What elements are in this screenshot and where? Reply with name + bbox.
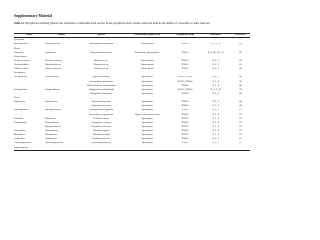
cell-organ: Gametophyte (140, 59, 154, 62)
cell-reference (231, 146, 250, 151)
cell-organ: Sporophyte (141, 100, 153, 104)
cell-reference: [2] (239, 50, 242, 54)
cell-subcluster: X, L, F (212, 83, 220, 87)
cell-organ: Sporophyte (141, 83, 153, 87)
cell-reference: [7] (239, 125, 242, 128)
cell-order: Osmundales (14, 129, 27, 132)
cell-organ: Sporophyte (141, 133, 153, 137)
cell-species: Marattia fraxinea (92, 133, 110, 137)
table-row (14, 146, 250, 151)
cell-order: Funariales (14, 50, 25, 54)
cell-subcluster: X, L, F (212, 141, 220, 145)
cell-organ: Gametophyte (140, 67, 154, 71)
cell-species: Anthoceros sp. (94, 67, 109, 71)
cell-organ: Sporophyte (141, 108, 153, 112)
cell-order: Cyatheales (14, 137, 25, 141)
cell-family: Anthocerotaceae (44, 67, 62, 71)
cell-family: Cyatheaceae (44, 137, 57, 141)
cell-reference: [6] (239, 104, 242, 108)
cell-motif: XXGG (181, 63, 189, 66)
cell-reference: [4] (239, 92, 242, 95)
cell-reference: [4] (239, 79, 242, 83)
table-body (14, 38, 250, 150)
cell-family: Ophioglossaceae (44, 108, 62, 112)
column-header-subcluster: Subcluster (200, 34, 231, 38)
cell-species: Polypodium vulgare (91, 120, 112, 124)
cell-reference: [3] (239, 63, 242, 66)
cell-motif: XXXG (181, 120, 189, 124)
cell-reference: [7] (239, 137, 242, 141)
cell-reference: [4] (239, 83, 242, 87)
cell-motif: XXGG (181, 50, 189, 54)
cell-subcluster: X, L, F (212, 125, 220, 128)
cell-reference: [5] (239, 87, 242, 91)
cell-species: Marchantia polymorpha (89, 42, 114, 46)
cell-organ: Gametophyte (140, 63, 154, 66)
table-caption-text: Xylogluvan branching patterns and subclusters of individual plant species. In the xylogluvan motif column, subscripts indicate the number of consecutive G units observed. (25, 22, 211, 25)
cell-organ (125, 146, 170, 151)
cell-reference: [1] (239, 42, 242, 46)
cell-order: Equisetales (14, 100, 26, 104)
cell-family: Osmundaceae (44, 129, 59, 132)
cell-subcluster: X, L, F (212, 104, 220, 108)
cell-reference: [7] (239, 108, 242, 112)
cell-reference: [3] (239, 59, 242, 62)
cell-subcluster: X, L, F, M (210, 87, 221, 91)
cell-motif: XXGG, XXXG (177, 87, 193, 91)
cell-order: Lycopsida (14, 38, 25, 42)
cell-organ: Protonema, gametophore (135, 50, 160, 54)
cell-motif: XXGG (181, 67, 189, 71)
cell-reference: [7] (239, 120, 242, 124)
cell-subcluster: X, L, F (212, 63, 220, 66)
cell-motif: XXXG (181, 129, 189, 132)
species-table (14, 33, 250, 151)
cell-motif: XXXG (181, 112, 189, 116)
cell-reference: [6] (239, 100, 242, 104)
cell-order: Gymnosperms (14, 146, 45, 151)
cell-order: Lycopodiales (14, 75, 27, 79)
cell-organ: Sporophyte (141, 87, 153, 91)
cell-reference: [7] (239, 133, 242, 137)
cell-species: Diphasiastrum complanatum (87, 83, 116, 87)
cell-order: Marchantiales (14, 42, 28, 46)
cell-subcluster: X, L, F (212, 120, 220, 124)
table-caption-label: Table S1. (14, 22, 25, 25)
cell-order: Ophioglossales (14, 108, 29, 112)
cell-family: Notothyladaceae (44, 63, 62, 66)
cell-subcluster: X, L, F, G (210, 42, 221, 46)
cell-motif: XXGG, XXXG (177, 75, 193, 79)
cell-subcluster: X, L, M, N, F, G (207, 50, 224, 54)
cell-subcluster: X, L, F (212, 116, 220, 120)
cell-species: Physcomitrella patens (90, 50, 113, 54)
cell-family: Polypodiaceae (44, 120, 59, 124)
cell-organ: Gametophyte (140, 42, 154, 46)
cell-organ: Sporophyte (141, 116, 153, 120)
cell-species: Lycopodium annotinum (89, 79, 113, 83)
document-heading: Supplementary Material (14, 14, 52, 18)
cell-order: Anthocerotales (14, 67, 29, 71)
cell-order: Psilotales (14, 116, 24, 120)
cell-species: Botrychium virginianum (89, 112, 114, 116)
cell-species: Hymenophyllum sp. (91, 141, 111, 145)
cell-species: Dryopteris filix-mas (91, 125, 112, 128)
cell-motif: XXXG (181, 100, 189, 104)
cell-family: Hymenophyllaceae (44, 141, 64, 145)
column-header-organ: Generation/Organ/Tissue (125, 34, 170, 38)
cell-family: Equisetaceae (44, 100, 58, 104)
cell-family (45, 146, 78, 151)
column-header-species: Species (78, 34, 125, 38)
cell-subcluster: X, L, F (212, 108, 220, 112)
cell-subcluster: X, L, F (212, 67, 220, 71)
cell-subcluster: X, L, F (212, 59, 220, 62)
cell-family: Dryopteridaceae (44, 125, 61, 128)
cell-subcluster (200, 146, 231, 151)
cell-family: Dendrocerotaceae (44, 59, 63, 62)
cell-order: Dendrocerotales (14, 59, 30, 62)
table-caption (14, 22, 250, 25)
cell-reference: [7] (239, 129, 242, 132)
cell-species: Selaginella kraussiana (90, 92, 113, 95)
cell-subcluster: X, L, F (212, 137, 220, 141)
cell-species: Selaginella moellendorffii (88, 87, 114, 91)
cell-species: Phaeoceros sp. (93, 63, 109, 66)
cell-organ: Upper leafed aerial stems (134, 112, 160, 116)
cell-species (78, 146, 125, 151)
cell-family: Psilotaceae (44, 116, 56, 120)
cell-family: Lycopodiaceae (44, 75, 60, 79)
cell-family: Marattiaceae (44, 133, 58, 137)
cell-order: Selaginellales (14, 87, 28, 91)
cell-reference: [4] (239, 75, 242, 79)
cell-subcluster: X, L, F (212, 75, 220, 79)
column-header-order: Order (14, 34, 45, 38)
cell-motif: XXGG (181, 42, 189, 46)
cell-family: Marchantiaceae (44, 42, 61, 46)
cell-motif: XXXG (181, 92, 189, 95)
cell-reference: [7] (239, 141, 242, 145)
cell-order: Notothyladales (14, 63, 29, 66)
cell-species: Ophioglossum vulgatum (89, 108, 114, 112)
cell-motif: XXXG (181, 133, 189, 137)
cell-motif: XXXG (181, 108, 189, 112)
cell-organ: Sporophyte (141, 125, 153, 128)
cell-organ: Sporophyte (141, 129, 153, 132)
cell-species: Psilotum nudum (93, 116, 110, 120)
cell-subcluster: X, L, F (212, 92, 220, 95)
cell-motif: XXXG (181, 104, 189, 108)
cell-reference: [3] (239, 67, 242, 71)
cell-species: Megaceros sp. (94, 59, 109, 62)
cell-order: Lycophytes (14, 71, 26, 75)
column-header-reference: Reference (231, 34, 250, 38)
cell-organ: Sporophyte (141, 75, 153, 79)
cell-organ: Sporophyte (141, 92, 153, 95)
cell-motif: XXXG, XXGG (177, 79, 193, 83)
cell-reference: [7] (239, 116, 242, 120)
cell-organ: Sporophyte (141, 104, 153, 108)
cell-family: Selaginellaceae (44, 87, 60, 91)
cell-motif (170, 146, 201, 151)
column-header-motif: Xyloglucan Motif (170, 34, 201, 38)
cell-subcluster: X, L, F (212, 133, 220, 137)
cell-species: Osmunda regalis (92, 129, 110, 132)
cell-order: Polytrichales (14, 54, 27, 58)
cell-species: Equisetum hyemale (91, 100, 111, 104)
cell-order: Ferns (14, 96, 20, 99)
cell-order: Marattiales (14, 133, 25, 137)
cell-reference: [7] (239, 112, 242, 116)
cell-subcluster: X, L, F (212, 112, 220, 116)
cell-order: Hymenophyllales (14, 141, 32, 145)
cell-species: Cyathea australis (92, 137, 110, 141)
cell-motif: XXXG (181, 125, 189, 128)
cell-species: Huperzia lucidula (92, 75, 111, 79)
cell-organ: Sporophyte (141, 137, 153, 141)
cell-order: Polypodiales (14, 120, 27, 124)
cell-motif: XXXG (181, 141, 189, 145)
cell-motif: XXXG (181, 137, 189, 141)
cell-species: Equisetum arvense (92, 104, 111, 108)
cell-subcluster: X, L, F (212, 79, 220, 83)
cell-organ: Sporophyte (141, 141, 153, 145)
column-header-family: Family (45, 34, 78, 38)
cell-organ: Sporophyte (141, 120, 153, 124)
cell-motif: XXXG (181, 116, 189, 120)
cell-order: Musci (14, 46, 21, 50)
cell-subcluster: X, L, F (212, 129, 220, 132)
cell-subcluster: X, L, F (212, 100, 220, 104)
cell-family: Funariaceae (44, 50, 57, 54)
cell-motif: XXGG (181, 59, 189, 62)
cell-motif: XXXG (181, 83, 189, 87)
cell-organ: Sporophyte (141, 79, 153, 83)
